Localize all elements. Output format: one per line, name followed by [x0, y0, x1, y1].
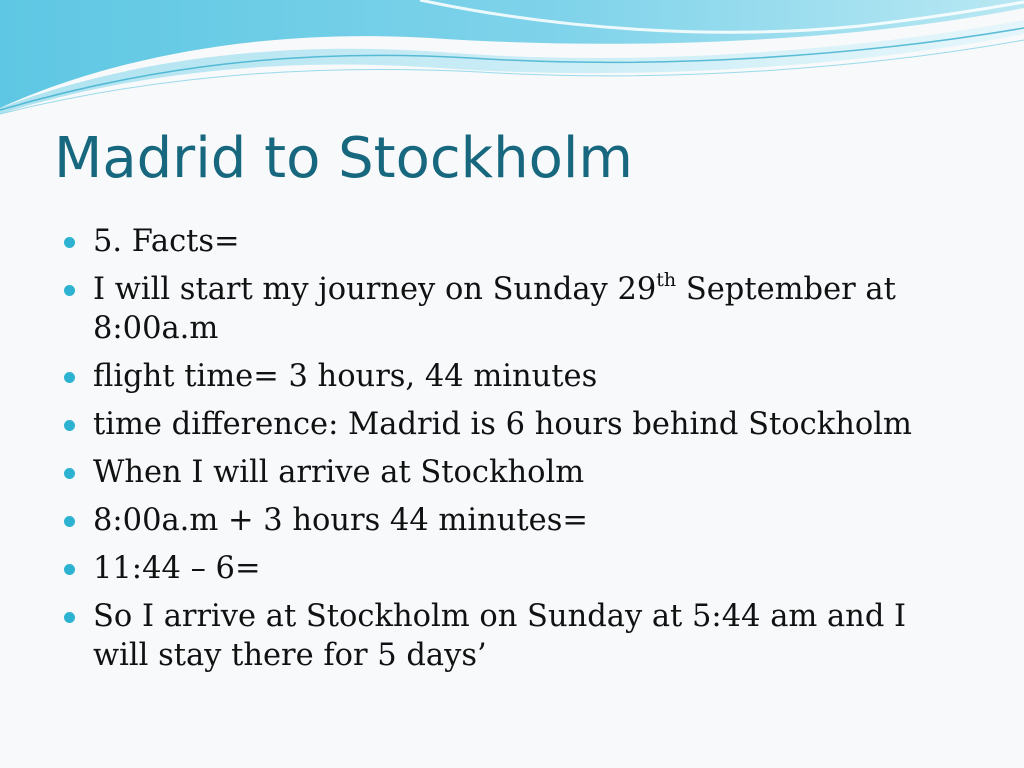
bullet-icon: [64, 237, 75, 248]
bullet-item: [62, 357, 962, 396]
bullet-text: flight time= 3 hours, 44 minutes: [93, 359, 598, 394]
bullet-text: So I arrive at Stockholm on Sunday at 5:44 am and I will stay there for 5 days’: [93, 599, 907, 673]
bullet-icon: [64, 564, 75, 575]
bullet-list: [62, 222, 962, 684]
bullet-item: [62, 222, 962, 261]
bullet-item: [62, 270, 962, 348]
bullet-text: 8:00a.m + 3 hours 44 minutes=: [93, 503, 588, 538]
bullet-icon: [64, 285, 75, 296]
bullet-text: 5. Facts=: [93, 224, 240, 259]
bullet-item: [62, 597, 962, 675]
bullet-text: 11:44 – 6=: [93, 551, 261, 586]
bullet-icon: [64, 468, 75, 479]
ordinal-suffix: th: [656, 269, 677, 291]
bullet-text: September at 8:00a.m: [93, 272, 896, 346]
bullet-icon: [64, 612, 75, 623]
bullet-icon: [64, 516, 75, 527]
bullet-item: [62, 453, 962, 492]
bullet-item: [62, 549, 962, 588]
bullet-text: When I will arrive at Stockholm: [93, 455, 585, 490]
bullet-text: time difference: Madrid is 6 hours behind Stockholm: [93, 407, 912, 442]
bullet-item: [62, 405, 962, 444]
bullet-item: [62, 501, 962, 540]
wave-decoration: [0, 0, 1024, 120]
bullet-text: I will start my journey on Sunday 29: [93, 272, 657, 307]
bullet-icon: [64, 420, 75, 431]
bullet-icon: [64, 372, 75, 383]
slide-title: Madrid to Stockholm: [54, 126, 633, 191]
